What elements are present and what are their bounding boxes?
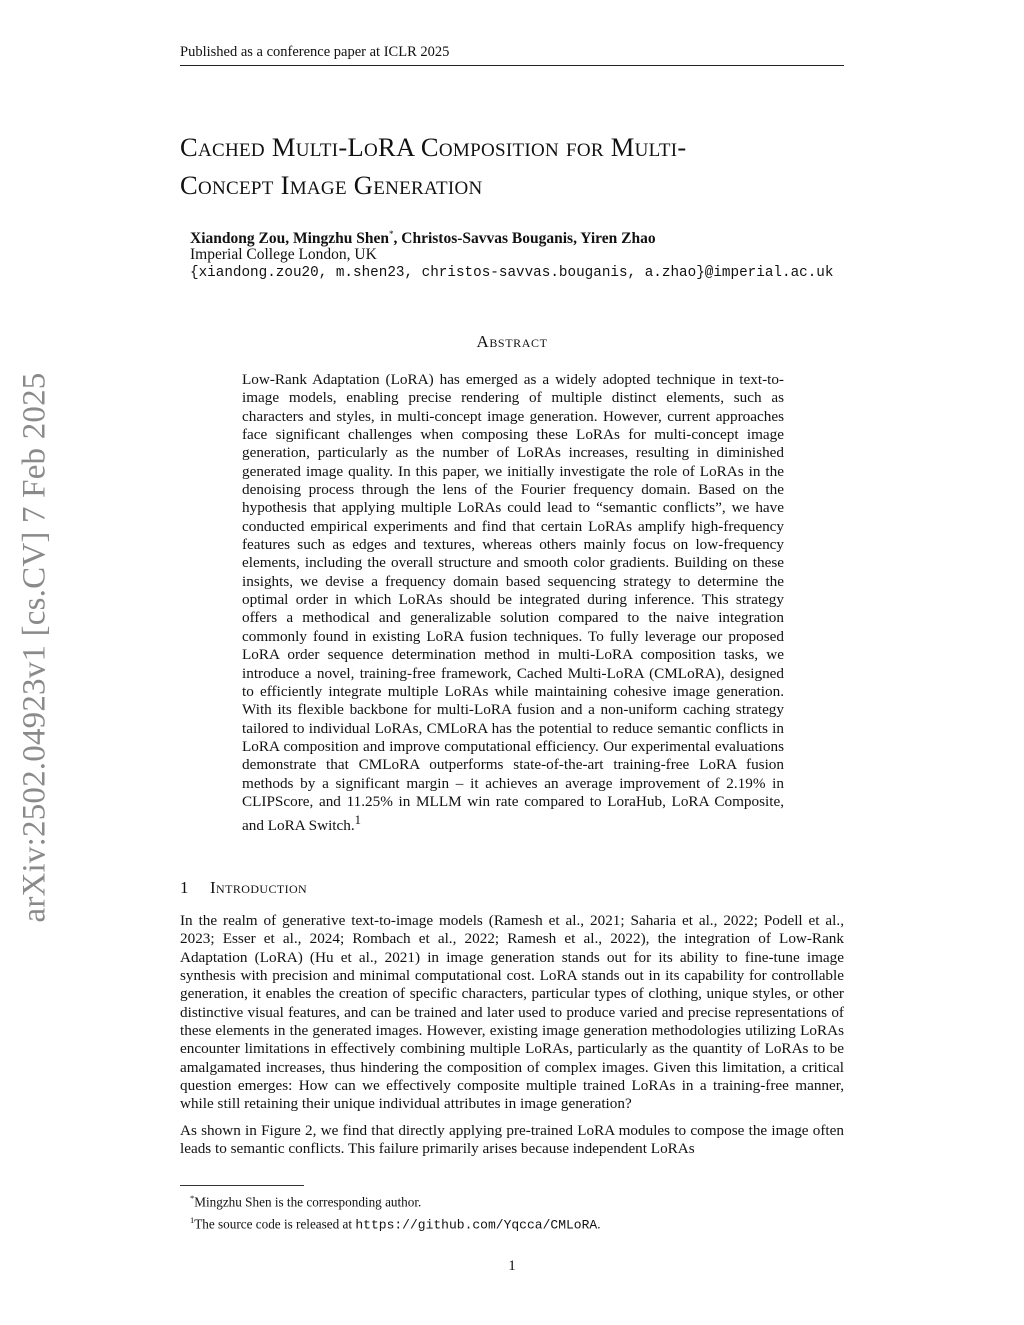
- section-heading-introduction: [180, 878, 307, 898]
- affiliation: Imperial College London, UK: [190, 246, 377, 263]
- footnote-1: [190, 1189, 601, 1211]
- abstract-body: [242, 371, 784, 836]
- intro-paragraph-1: In the realm of generative text-to-image models (Ramesh et al., 2021; Saharia et al., 2022; Podell et al., 2023; Esser et al., 2024; Rombach et al., 2022; Ramesh et al., 2022), the integration of Low-Rank Adaptation (LoRA) (Hu et al., 2021) in image generation stands out for its ability to fine-tune image synthesis with precision and minimal computational cost. LoRA stands out in its capability for controllable generation, it enables the creation of specific characters, particular types of clothing, unique styles, or other distinctive visual features, and can be trained and later used to produce varied and precise representations of these elements in the generated images. However, existing image generation methodologies utilizing LoRAs encounter limitations in effectively combining multiple LoRAs, particularly as the quantity of LoRAs to be amalgamated increases, thus hindering the composition of complex images. Given this limitation, a critical question emerges: How can we effectively composite multiple trained LoRAs in a training-free manner, while still retaining their unique individual attributes in image generation?: [180, 912, 844, 1113]
- abstract-heading: Abstract: [476, 332, 548, 351]
- footnote-2: [190, 1211, 601, 1234]
- arxiv-sidebar: [2, 362, 68, 932]
- footnote-2-end: .: [597, 1216, 601, 1232]
- title-line-1: Cached Multi-LoRA Composition for Multi-: [180, 132, 687, 162]
- authors-part-1: Xiandong Zou, Mingzhu Shen: [190, 230, 389, 248]
- authors-part-2: , Christos-Savvas Bouganis, Yiren Zhao: [393, 230, 656, 248]
- source-code-link[interactable]: https://github.com/Yqcca/CMLoRA: [355, 1217, 598, 1233]
- title-line-2: Concept Image Generation: [180, 170, 483, 200]
- footnote-divider: [180, 1185, 304, 1186]
- paper-title: [180, 128, 844, 204]
- introduction-body: [180, 912, 844, 1166]
- abstract-footnote-mark[interactable]: 1: [354, 813, 361, 828]
- footnote-1-mark: *: [190, 1193, 195, 1203]
- footnote-1-text: Mingzhu Shen is the corresponding author.: [194, 1194, 422, 1210]
- footnote-2-text: The source code is released at: [194, 1216, 356, 1232]
- corresponding-author-mark: *: [389, 229, 394, 239]
- abstract-text: Low-Rank Adaptation (LoRA) has emerged as a widely adopted technique in text-to-image models, enabling precise rendering of multiple distinct elements, such as characters and styles, in multi-concept image generation. However, current approaches face significant challenges when composing these LoRAs for multi-concept image generation, particularly as the number of LoRAs increases, resulting in diminished generated image quality. In this paper, we initially investigate the role of LoRAs in the denoising process through the lens of the Fourier frequency domain. Based on the hypothesis that applying multiple LoRAs could lead to “semantic conflicts”, we have conducted empirical experiments and find that certain LoRAs amplify high-frequency features such as edges and textures, whereas others mainly focus on low-frequency elements, including the overall structure and smooth color gradients. Building on these insights, we devise a frequency domain based sequencing strategy to determine the optimal order in which LoRAs should be integrated during inference. This strategy offers a methodical and generalizable solution compared to the naive integration commonly found in existing LoRA fusion techniques. To fully leverage our proposed LoRA order sequence determination method in multi-LoRA composition tasks, we introduce a novel, training-free framework, Cached Multi-LoRA (CMLoRA), designed to efficiently integrate multiple LoRAs while maintaining cohesive image generation. With its flexible backbone for multi-LoRA fusion and a non-uniform caching strategy tailored to individual LoRAs, CMLoRA has the potential to reduce semantic conflicts in LoRA composition and improve computational efficiency. Our experimental evaluations demonstrate that CMLoRA outperforms state-of-the-art training-free LoRA fusion methods by a significant margin – it achieves an average improvement of 2.19% in CLIPScore, and 11.25% in MLLM win rate compared to LoraHub, LoRA Composite, and LoRA Switch.: [242, 371, 784, 835]
- section-title: Introduction: [210, 878, 308, 897]
- footnotes: [190, 1189, 601, 1235]
- section-number: 1: [180, 878, 189, 897]
- page-number: 1: [508, 1258, 516, 1274]
- author-emails[interactable]: {xiandong.zou20, m.shen23, christos-savvas.bouganis, a.zhao}@imperial.ac.uk: [190, 265, 834, 281]
- arxiv-id[interactable]: arXiv:2502.04923v1 [cs.CV] 7 Feb 2025: [16, 371, 53, 923]
- running-header: Published as a conference paper at ICLR 2025: [180, 44, 844, 66]
- intro-paragraph-2: As shown in Figure 2, we find that directly applying pre-trained LoRA modules to compose the image often leads to semantic conflicts. This failure primarily arises because independent LoRAs: [180, 1121, 844, 1158]
- footnote-2-mark: 1: [190, 1215, 195, 1226]
